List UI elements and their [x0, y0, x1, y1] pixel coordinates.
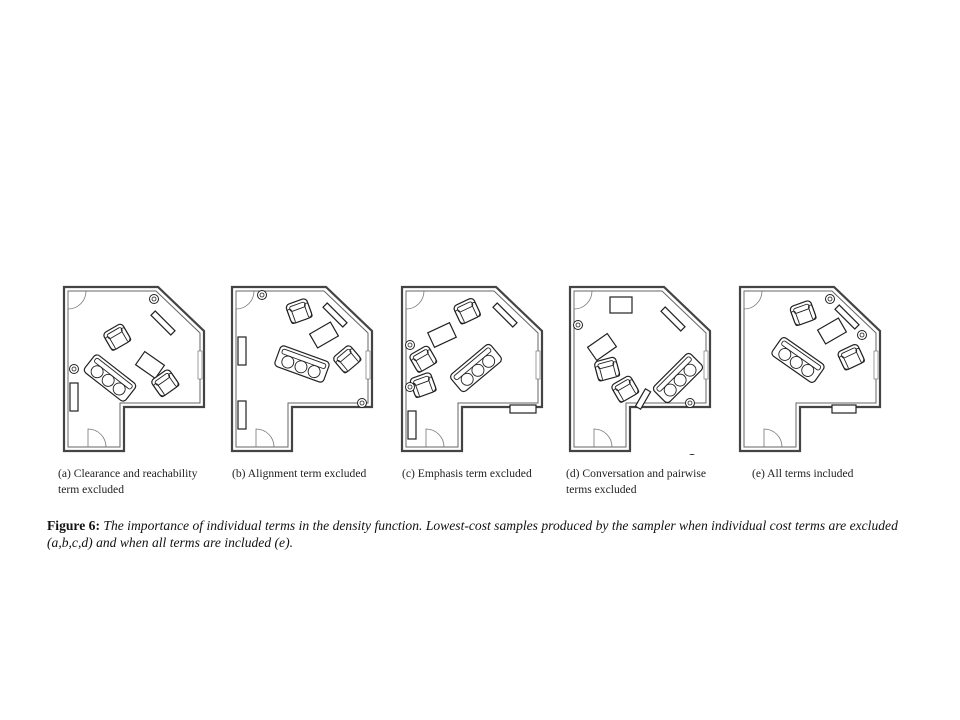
coffee-table — [428, 323, 457, 348]
plant — [70, 365, 79, 374]
figure-caption-label: Figure 6: — [47, 518, 100, 533]
plant — [358, 399, 367, 408]
coffee-table — [588, 334, 617, 361]
plant — [406, 341, 415, 350]
sofa — [83, 353, 138, 402]
subcaption-d: (d) Conversation and pairwise terms excluded — [566, 467, 707, 496]
floor-plan-a — [60, 283, 208, 455]
cabinet — [323, 303, 347, 327]
plant — [150, 295, 159, 304]
plant — [258, 291, 267, 300]
coffee-table — [310, 322, 339, 348]
floor-plan-c — [398, 283, 546, 455]
plant — [826, 295, 835, 304]
sofa — [449, 343, 503, 393]
shelf — [70, 383, 78, 411]
figure-caption-text: The importance of individual terms in the density function. Lowest-cost samples produced by the sampler when individual cost terms are excluded (a,b,c,d) and when all terms are included (e). — [47, 518, 898, 550]
floor-plan-c-drawing — [398, 283, 546, 455]
shelf — [238, 337, 246, 365]
shelf — [408, 411, 416, 439]
armchair — [837, 343, 865, 370]
floor-plan-d-drawing — [566, 283, 714, 455]
armchair — [332, 344, 362, 373]
sofa — [652, 352, 704, 404]
armchair — [610, 375, 639, 403]
tv-stand — [832, 405, 856, 413]
floor-plan-b-drawing — [228, 283, 376, 455]
plant — [574, 321, 583, 330]
floor-plan-e — [736, 283, 884, 455]
sofa — [770, 336, 825, 384]
shelf — [238, 401, 246, 429]
plant — [406, 383, 415, 392]
plant — [858, 331, 867, 340]
tv-stand — [610, 297, 632, 313]
sofa — [274, 345, 330, 383]
tv-stand — [510, 405, 536, 413]
armchair — [102, 323, 131, 351]
cabinet — [661, 307, 685, 331]
floor-plan-b — [228, 283, 376, 455]
floor-plan-d — [566, 283, 714, 455]
cabinet — [151, 311, 175, 335]
figure-caption — [47, 517, 917, 551]
floor-plan-a-drawing — [60, 283, 208, 455]
plant — [688, 455, 697, 456]
subcaption-e: (e) All terms included — [752, 467, 854, 480]
armchair — [789, 300, 817, 326]
plant — [686, 399, 695, 408]
armchair — [453, 297, 481, 324]
coffee-table — [818, 318, 847, 344]
cabinet — [493, 303, 517, 327]
floor-plan-e-drawing — [736, 283, 884, 455]
subcaption-a: (a) Clearance and reachability term excluded — [58, 467, 198, 496]
armchair — [285, 298, 313, 324]
subcaption-c: (c) Emphasis term excluded — [402, 467, 532, 480]
subcaption-b: (b) Alignment term excluded — [232, 467, 367, 480]
